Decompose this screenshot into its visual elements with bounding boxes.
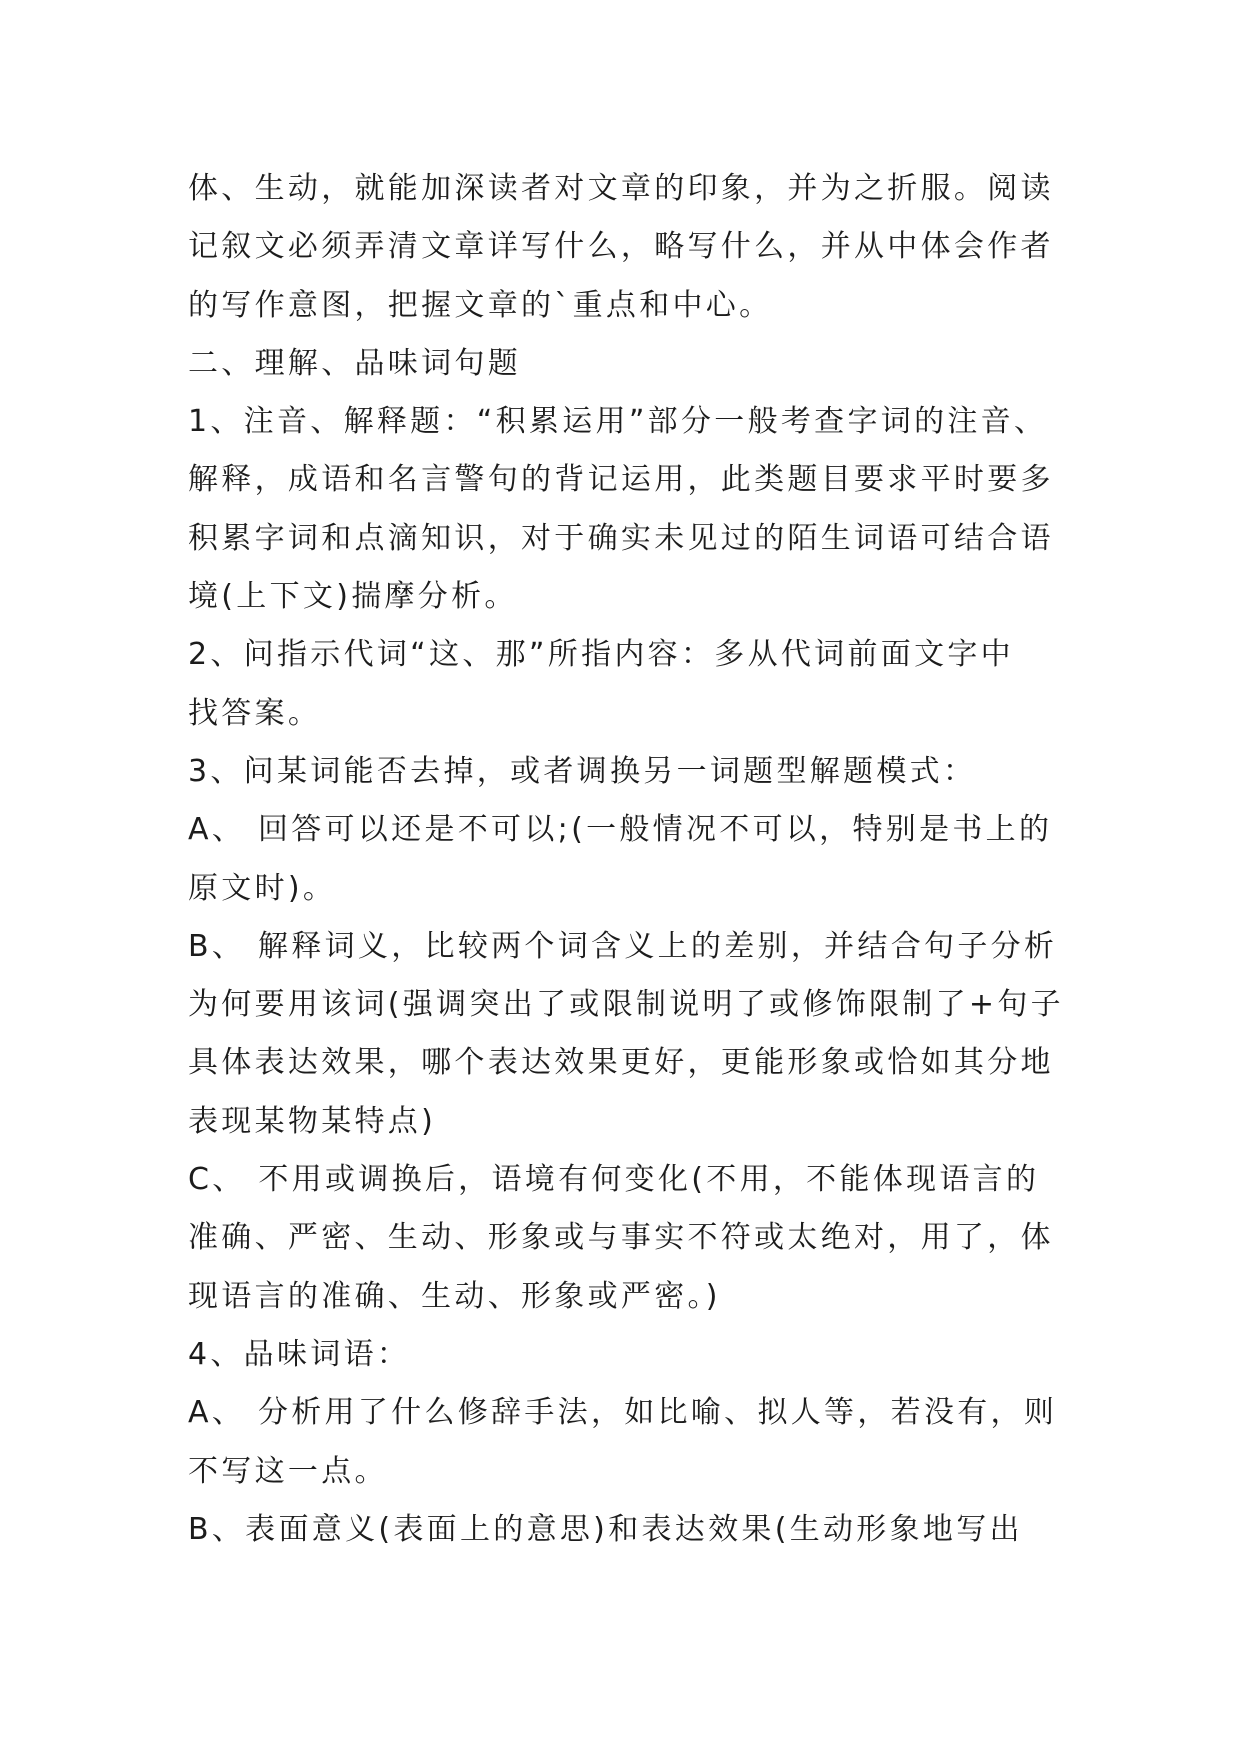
text-line: 3、问某词能否去掉，或者调换另一词题型解题模式： xyxy=(188,753,977,789)
text-line: 找答案。 xyxy=(188,695,322,731)
text-line: 原文时)。 xyxy=(188,870,337,906)
text-line: 记叙文必须弄清文章详写什么，略写什么，并从中体会作者 xyxy=(188,229,1054,265)
text-line: 积累字词和点滴知识，对于确实未见过的陌生词语可结合语 xyxy=(188,520,1054,556)
text-line: 不写这一点。 xyxy=(188,1453,388,1489)
text-line: B、表面意义(表面上的意思)和表达效果(生动形象地写出 xyxy=(188,1511,1023,1547)
text-line: B、 解释词义，比较两个词含义上的差别，并结合句子分析 xyxy=(188,928,1058,964)
text-line: 境(上下文)揣摩分析。 xyxy=(188,579,518,615)
text-line: 现语言的准确、生动、形象或严密。) xyxy=(188,1278,721,1314)
text-line: 2、问指示代词“这、那”所指内容：多从代词前面文字中 xyxy=(188,637,1014,673)
section-heading: 二、理解、品味词句题 xyxy=(188,345,521,381)
text-line: 为何要用该词(强调突出了或限制说明了或修饰限制了+句子 xyxy=(188,987,1064,1023)
text-line: 表现某物某特点) xyxy=(188,1103,437,1139)
text-line: 的写作意图，把握文章的`重点和中心。 xyxy=(188,287,773,323)
text-line: 4、品味词语： xyxy=(188,1336,411,1372)
text-line: 解释，成语和名言警句的背记运用，此类题目要求平时要多 xyxy=(188,462,1054,498)
text-line: C、 不用或调换后，语境有何变化(不用，不能体现语言的 xyxy=(188,1162,1040,1198)
text-line: A、 分析用了什么修辞手法，如比喻、拟人等，若没有，则 xyxy=(188,1395,1058,1431)
text-line: 准确、严密、生动、形象或与事实不符或太绝对，用了，体 xyxy=(188,1220,1054,1256)
body-text xyxy=(188,160,1068,1559)
text-line: 1、注音、解释题：“积累运用”部分一般考查字词的注音、 xyxy=(188,404,1048,440)
text-line: A、 回答可以还是不可以;(一般情况不可以，特别是书上的 xyxy=(188,812,1053,848)
text-line: 具体表达效果，哪个表达效果更好，更能形象或恰如其分地 xyxy=(188,1045,1054,1081)
text-line: 体、生动，就能加深读者对文章的印象，并为之折服。阅读 xyxy=(188,171,1054,206)
